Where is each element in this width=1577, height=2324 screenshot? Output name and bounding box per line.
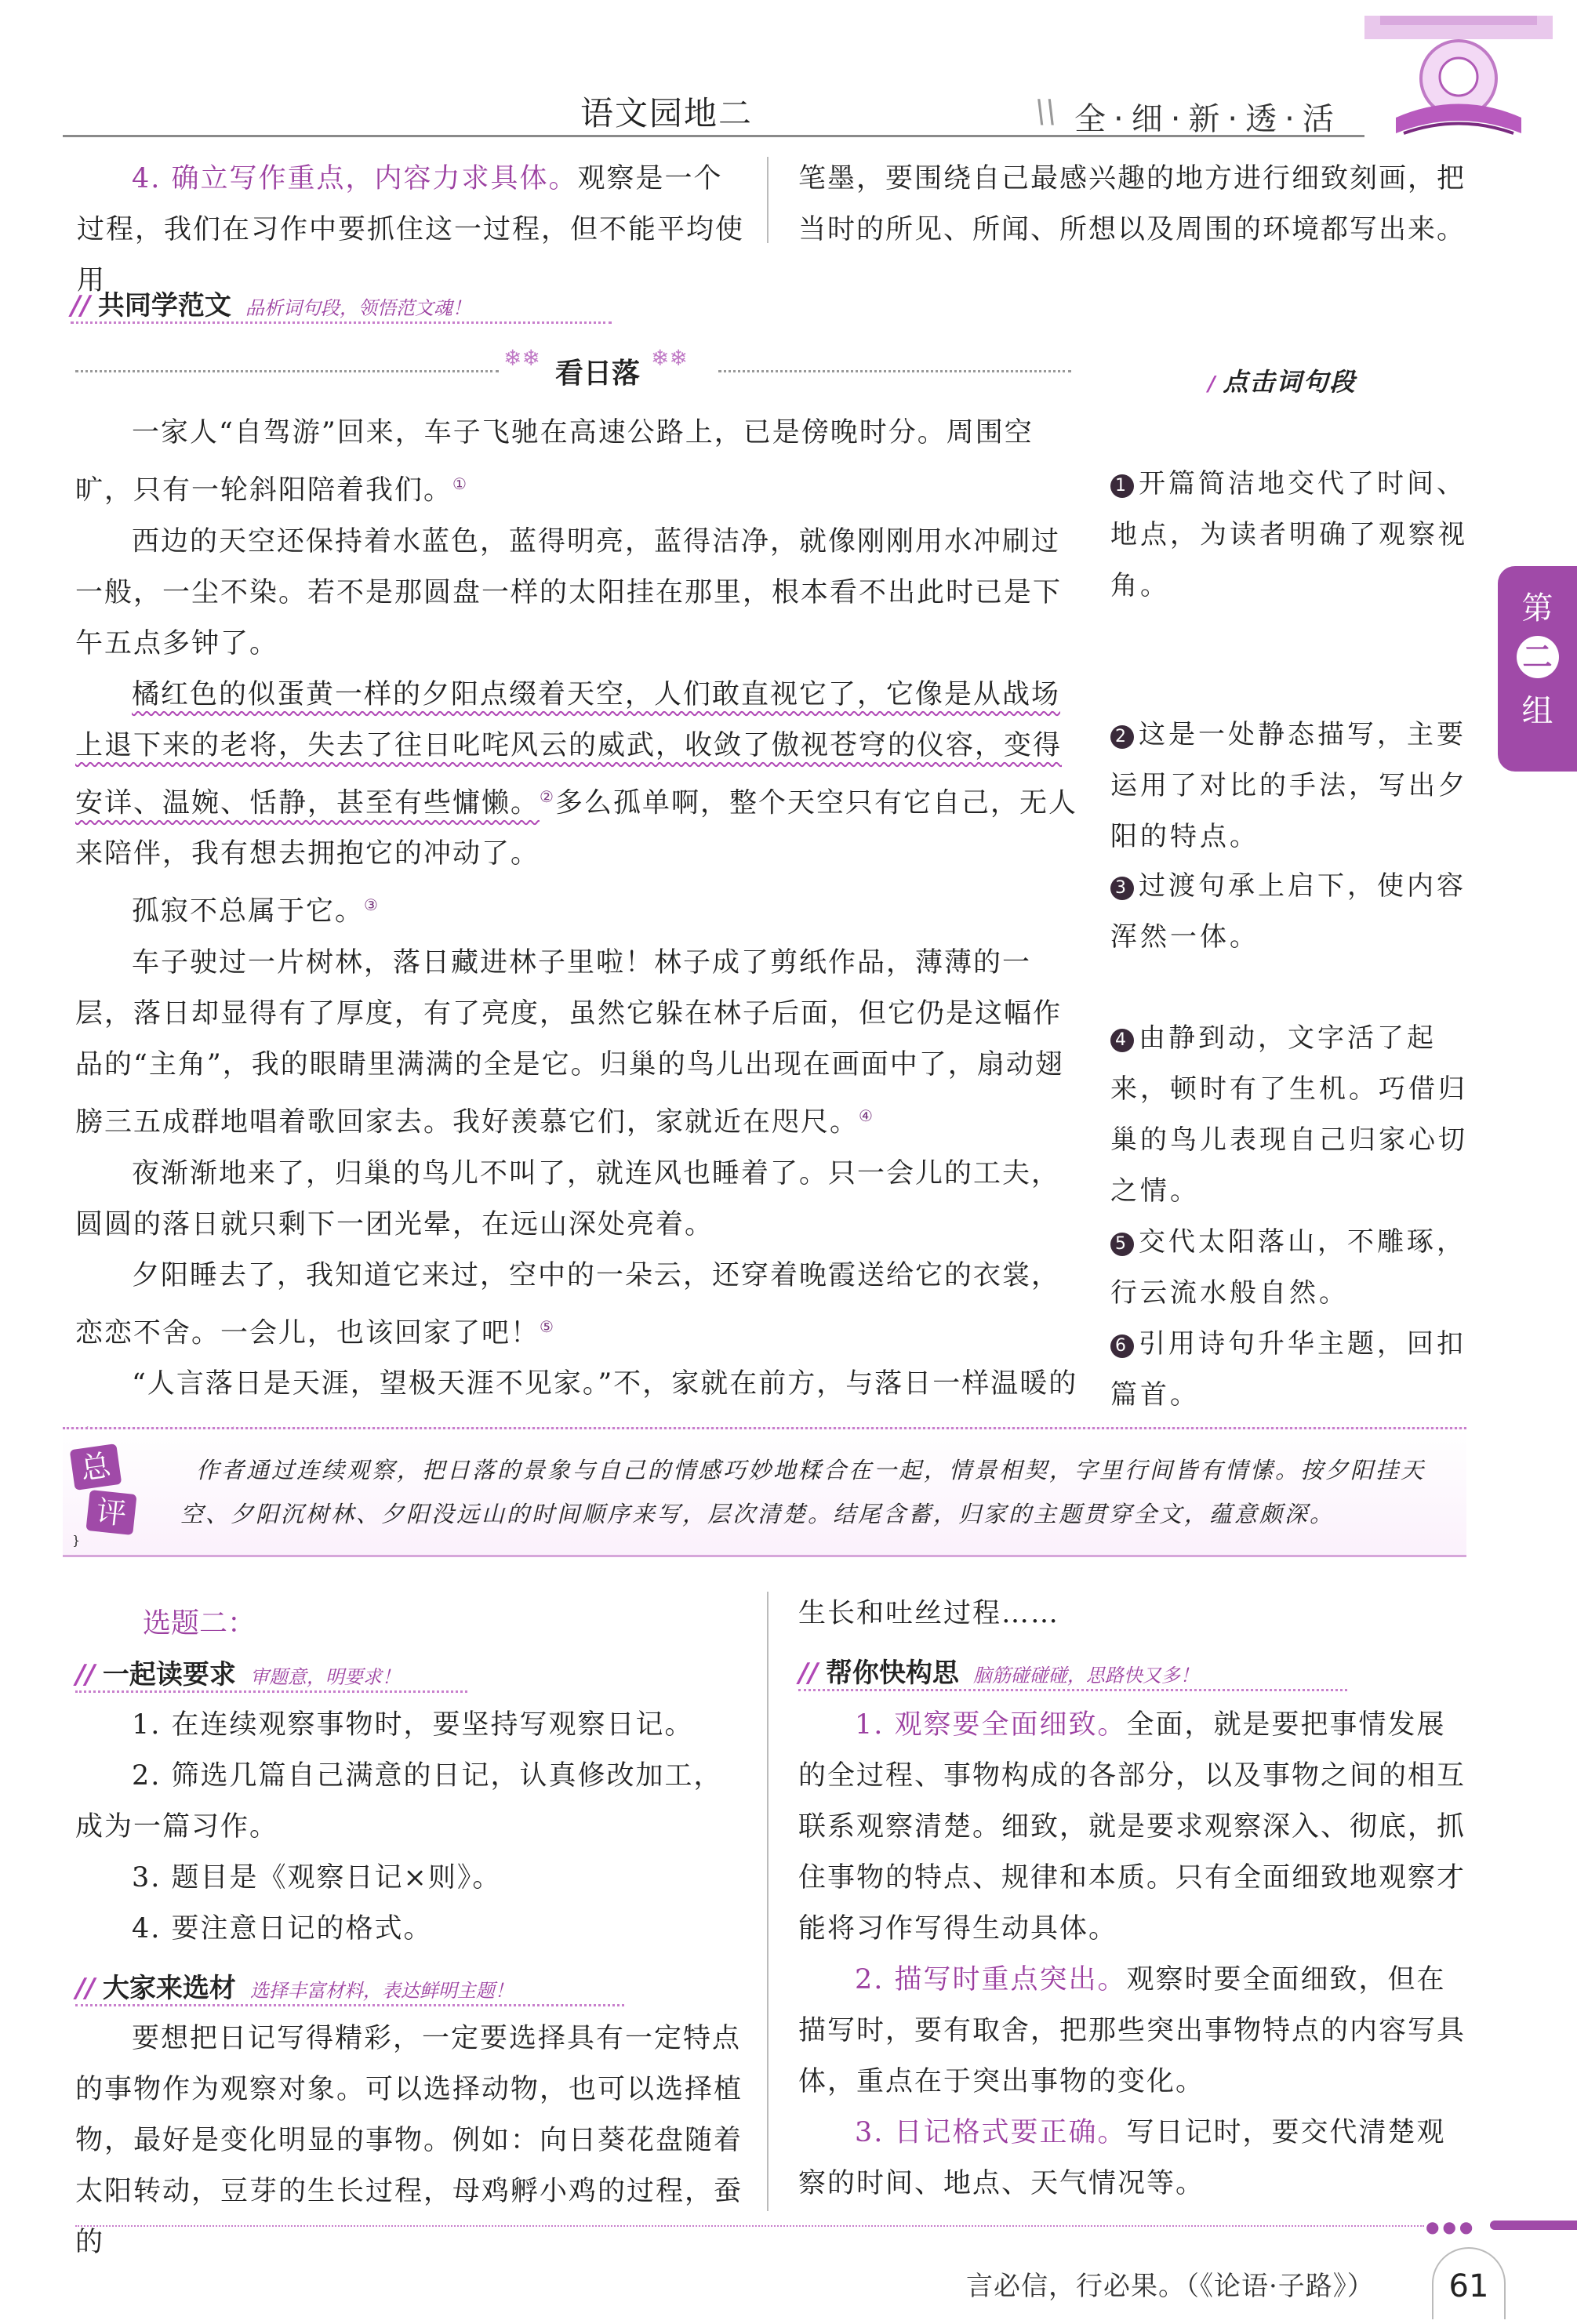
summary-label: 总 评 }	[72, 1447, 135, 1541]
essay-text: 夕阳睡去了，我知道它来过，空中的一朵云，还穿着晚霞送给它的衣裳，恋恋不舍。一会儿，也该回家了吧！	[75, 1259, 1061, 1349]
note-number-badge: 1	[1110, 474, 1134, 498]
section-slash-icon: //	[75, 1659, 95, 1690]
footer-dots-icon: ●●●	[1426, 2217, 1477, 2236]
requirement-item: 2. 筛选几篇自己满意的日记，认真修改加工，成为一篇习作。	[75, 1760, 723, 1843]
slogan: 全·细·新·透·活	[1074, 101, 1342, 137]
note-marker: ②	[540, 786, 555, 806]
page-number: 61	[1432, 2247, 1506, 2319]
note-number-badge: 5	[1110, 1233, 1134, 1256]
top-left-text: 观察是一个过程，我们在习作中要抓住这一过程，但不能平均使用	[77, 163, 745, 296]
essay-paragraph	[75, 938, 1079, 1149]
side-note-4	[1110, 1013, 1471, 1217]
material-paragraph: 要想把日记写得精彩，一定要选择具有一定特点的事物作为观察对象。可以选择动物，也可以选择植物，最好是变化明显的事物。例如：向日葵花盘随着太阳转动，豆芽的生长过程，母鸡孵小鸡的过程，蚕的	[75, 2023, 743, 2258]
note-number-badge: 2	[1110, 725, 1134, 749]
essay-paragraph	[75, 1251, 1079, 1360]
snowflake-icon: ❄❄	[651, 345, 688, 371]
note-text: 开篇简洁地交代了时间、地点，为读者明确了观察视角。	[1110, 468, 1468, 601]
idea-section-title: 帮你快构思	[825, 1658, 959, 1689]
note-text: 过渡句承上启下，使内容浑然一体。	[1110, 870, 1466, 953]
side-note-2	[1110, 710, 1471, 862]
requirements-list	[75, 1700, 750, 1955]
note-number-badge: 4	[1110, 1029, 1134, 1052]
lower-column-divider	[767, 1592, 769, 2211]
read-section-note: 审题意，明要求！	[249, 1666, 401, 1688]
note-number-badge: 3	[1110, 877, 1134, 900]
idea-lead: 2. 描写时重点突出。	[855, 1964, 1127, 1995]
header-bar	[63, 78, 1380, 136]
essay-paragraph	[75, 880, 1079, 938]
idea-item	[798, 2108, 1473, 2210]
essay-text: 多么孤单啊，整个天空只有它自己，无人来陪伴，我有想去拥抱它的冲动了。	[75, 787, 1077, 870]
section-slash-icon: //	[798, 1658, 818, 1689]
note-marker: ④	[859, 1106, 874, 1125]
unit-tab-char: 第	[1521, 590, 1553, 626]
model-section-note: 品析词句段，领悟范文魂！	[245, 297, 471, 319]
side-note-1	[1110, 459, 1471, 612]
idea-section-header	[798, 1651, 1347, 1691]
essay-text: 孤寂不总属于它。	[132, 895, 365, 928]
snowflake-icon: ❄❄	[503, 345, 540, 371]
side-notes-title-text: 点击词句段	[1223, 367, 1357, 397]
essay-highlight-text: 橘红色的似蛋黄一样的夕阳点缀着天空，人们敢直视它了，它像是从战场上退下来的老将，失去了往日叱咤风云的威武，收敛了傲视苍穹的仪容，变得安详、温婉、恬静，甚至有些慵懒。	[75, 678, 1063, 819]
essay-title-line-right	[718, 370, 1071, 372]
summary-text: 作者通过连续观察，把日落的景象与自己的情感巧妙地糅合在一起，情景相契，字里行间皆有情愫。按夕阳挂天空、夕阳沉树林、夕阳没远山的时间顺序来写，层次清楚。结尾含蓄，归家的主题贯穿全文，蕴意颇深。	[180, 1457, 1426, 1527]
essay-text: 夜渐渐地来了，归巢的鸟儿不叫了，就连风也睡着了。只一会儿的工夫，圆圆的落日就只剩下一团光晕，在远山深处亮着。	[75, 1157, 1061, 1240]
note-marker: ③	[364, 895, 380, 915]
essay-body	[75, 408, 1079, 1468]
essay-title: 看日落	[555, 358, 641, 390]
model-section-title: 共同学范文	[97, 290, 231, 321]
material-section-title: 大家来选材	[102, 1973, 236, 2004]
essay-paragraph	[75, 408, 1079, 517]
idea-item	[798, 1700, 1473, 1955]
summary-box	[63, 1427, 1466, 1557]
note-number-badge: 6	[1110, 1334, 1134, 1358]
essay-paragraph	[75, 670, 1079, 881]
footer-bar	[1490, 2221, 1577, 2230]
side-slash-icon: /	[1208, 372, 1215, 396]
requirement-item: 3. 题目是《观察日记×则》。	[132, 1862, 502, 1894]
requirement-item: 1. 在连续观察事物时，要坚持写观察日记。	[132, 1709, 694, 1741]
topic2-heading: 选题二：	[143, 1607, 256, 1640]
idea-text: 观察时要全面细致，但在描写时，要有取舍，把那些突出事物特点的内容写具体，重点在于突出事物的变化。	[798, 1964, 1466, 2097]
read-section-header	[75, 1653, 467, 1693]
idea-list	[798, 1700, 1473, 2210]
side-note-6	[1110, 1319, 1471, 1421]
chapter-title: 语文园地二	[580, 94, 754, 133]
note-text: 交代太阳落山，不雕琢，行云流水般自然。	[1110, 1226, 1466, 1309]
side-notes-title	[1208, 362, 1404, 397]
top-left-lead: 4. 确立写作重点，内容力求具体。	[132, 163, 578, 194]
book-logo-icon	[1364, 16, 1553, 149]
unit-side-tab	[1498, 566, 1577, 772]
essay-title-line-left	[75, 370, 499, 372]
summary-label-char: 总	[70, 1443, 122, 1491]
model-section-header	[71, 284, 612, 324]
requirement-item: 4. 要注意日记的格式。	[132, 1913, 433, 1945]
top-right-paragraph: 笔墨，要围绕自己最感兴趣的地方进行细致刻画，把当时的所见、所闻、所想以及周围的环境都写出来。	[798, 163, 1466, 245]
idea-text: 全面，就是要把事情发展的全过程、事物构成的各部分，以及事物之间的相互联系观察清楚。细致，就是要求观察深入、彻底，抓住事物的特点、规律和本质。只有全面细致地观察才能将习作写得生动具体。	[798, 1709, 1466, 1945]
side-note-5	[1110, 1217, 1471, 1319]
essay-text: 车子驶过一片树林，落日藏进林子里啦！林子成了剪纸作品，薄薄的一层，落日却显得有了厚度，有了亮度，虽然它躲在林子后面，但它仍是这幅作品的“主角”，我的眼睛里满满的全是它。归巢的鸟儿出现在画面中了，扇动翅膀三五成群地唱着歌回家去。我好羡慕它们，家就近在咫尺。	[75, 946, 1064, 1138]
idea-lead: 3. 日记格式要正确。	[855, 2117, 1127, 2148]
top-column-divider	[767, 157, 769, 243]
footer-rule	[75, 2225, 1424, 2227]
material-continuation: 生长和吐丝过程……	[798, 1598, 1060, 1629]
note-text: 由静到动，文字活了起来，顿时有了生机。巧借归巢的鸟儿表现自己归家心切之情。	[1110, 1022, 1468, 1207]
material-section-header	[75, 1966, 624, 2006]
side-note-3	[1110, 861, 1471, 963]
essay-paragraph	[75, 517, 1079, 670]
summary-label-char: 评	[85, 1490, 136, 1535]
header-slash-icon: \\	[1035, 94, 1056, 130]
idea-section-note: 脑筋碰碰碰，思路快又多！	[972, 1665, 1199, 1687]
idea-lead: 1. 观察要全面细致。	[855, 1709, 1127, 1741]
note-text: 引用诗句升华主题，回扣篇首。	[1110, 1328, 1466, 1411]
essay-text: 一家人“自驾游”回来，车子飞驰在高速公路上，已是傍晚时分。周围空旷，只有一轮斜阳陪着我们。	[75, 417, 1034, 507]
note-text: 这是一处静态描写，主要运用了对比的手法，写出夕阳的特点。	[1110, 719, 1468, 852]
note-marker: ①	[452, 474, 468, 493]
note-marker: ⑤	[540, 1316, 555, 1336]
material-section-note: 选择丰富材料，表达鲜明主题！	[249, 1980, 514, 2002]
section-slash-icon: //	[75, 1973, 95, 2004]
idea-item	[798, 1955, 1473, 2108]
unit-tab-char: 组	[1521, 693, 1553, 729]
essay-text: “人言落日是天涯，望极天涯不见家。”不，家就在前方，与落日一样温暖的	[132, 1368, 1078, 1400]
essay-paragraph	[75, 1149, 1079, 1251]
footer-quote: 言必信，行必果。（《论语·子路》）	[966, 2271, 1375, 2302]
read-section-title: 一起读要求	[102, 1659, 236, 1690]
section-slash-icon: //	[71, 290, 90, 321]
essay-text: 西边的天空还保持着水蓝色，蓝得明亮，蓝得洁净，就像刚刚用水冲刷过一般，一尘不染。若不是那圆盘一样的太阳挂在那里，根本看不出此时已是下午五点多钟了。	[75, 525, 1063, 659]
unit-tab-number: 二	[1517, 636, 1559, 678]
idea-text: 写日记时，要交代清楚观察的时间、地点、天气情况等。	[798, 2117, 1446, 2199]
